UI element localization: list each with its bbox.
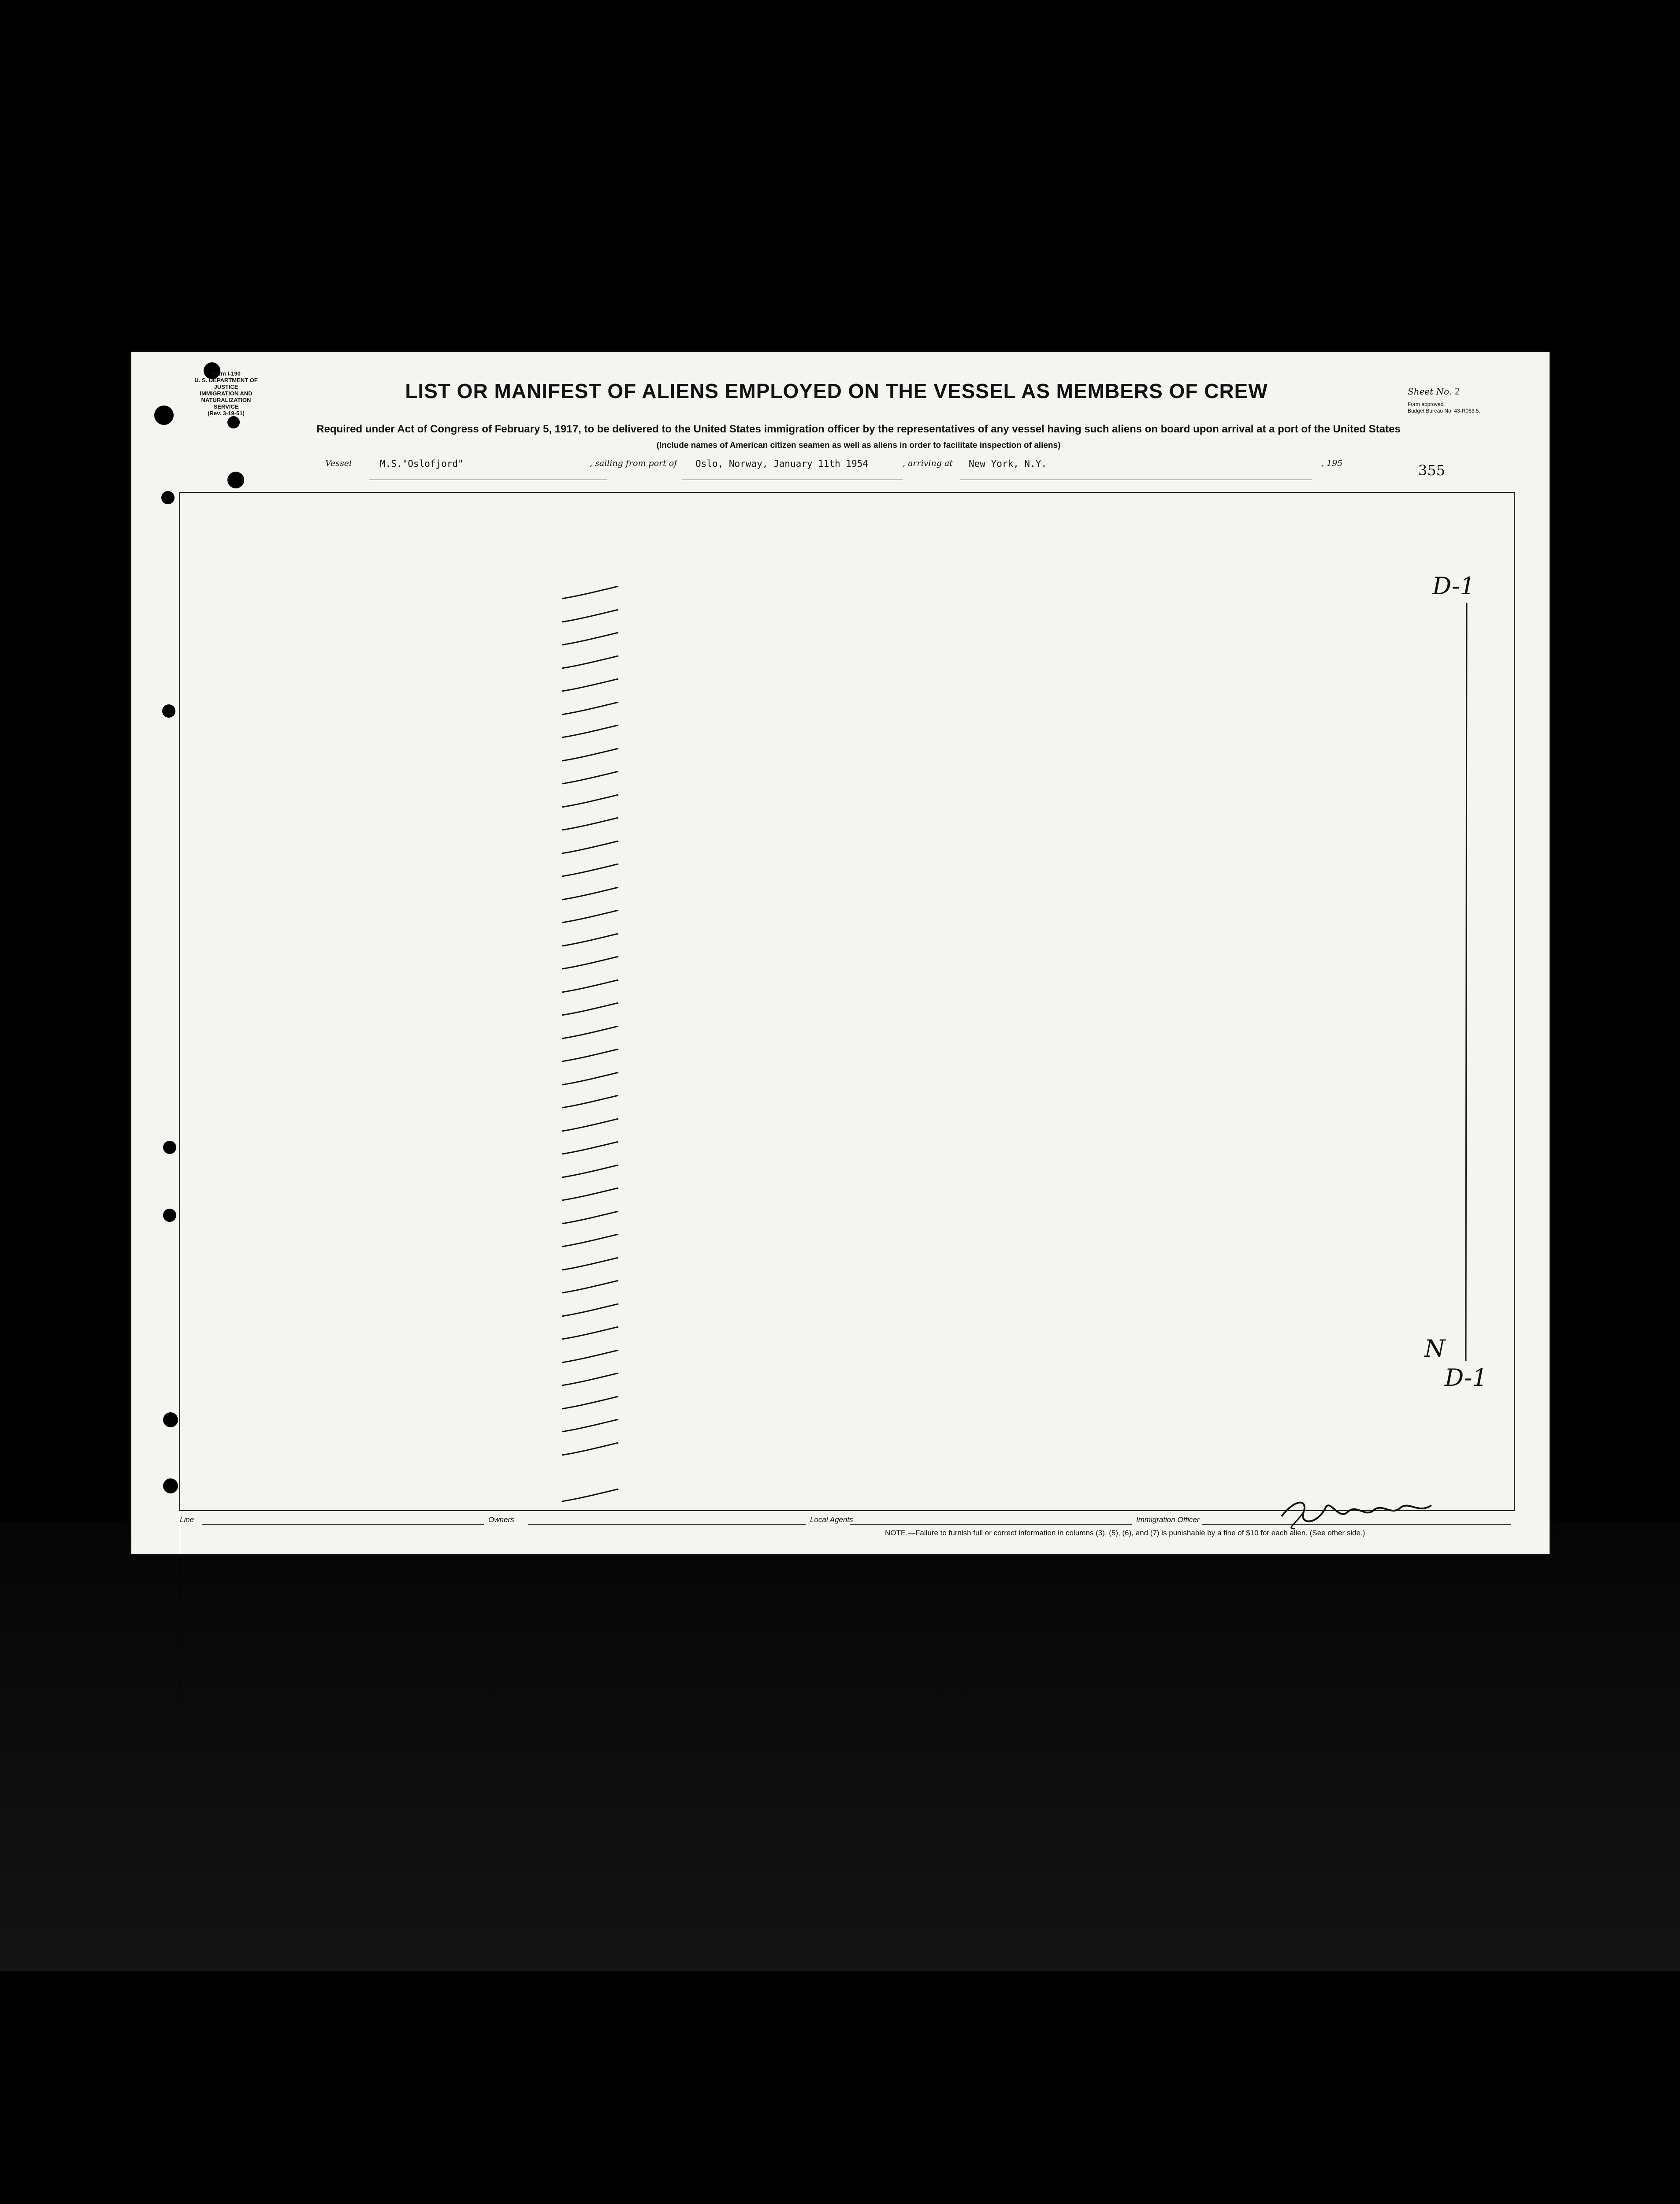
service-strike-mark [561, 956, 623, 973]
punch-hole [162, 704, 175, 718]
sheet-number [1408, 386, 1460, 397]
punch-hole [161, 491, 175, 504]
service-strike-mark [561, 886, 623, 904]
service-strike-mark [561, 1280, 623, 1297]
service-strike-mark [561, 701, 623, 719]
punch-hole [163, 1478, 178, 1493]
service-strike-mark [561, 609, 623, 626]
service-strike-mark [561, 1326, 623, 1344]
officer-signature [1277, 1494, 1445, 1530]
service-strike-mark [561, 1210, 623, 1228]
service-strike-mark [561, 585, 623, 603]
punch-hole [163, 1141, 176, 1154]
year-label: , 195 [1321, 458, 1343, 468]
service-strike-mark [561, 1372, 623, 1390]
table-rows [180, 493, 1514, 1510]
vessel-label: Vessel [325, 458, 352, 468]
footer-underline [202, 1524, 484, 1525]
service-strike-mark [561, 794, 623, 812]
penalty-note: NOTE.—Failure to furnish full or correct information in columns (3), (5), (6), and (7) is punishable by a fine of $10 for each alien. (See other side.) [885, 1529, 1365, 1537]
punch-hole [163, 1412, 178, 1427]
service-strike-mark [561, 1349, 623, 1367]
form-approval: Form approved. Budget Bureau No. 43-R063.5. [1408, 401, 1480, 414]
service-strike-mark [561, 1396, 623, 1413]
vessel-name: M.S."Oslofjord" [380, 458, 464, 469]
service-strike-mark [561, 678, 623, 696]
service-strike-mark [561, 632, 623, 649]
sailing-from: Oslo, Norway, January 11th 1954 [695, 458, 868, 469]
page-title: LIST OR MANIFEST OF ALIENS EMPLOYED ON THE VESSEL AS MEMBERS OF CREW [405, 380, 1268, 402]
punch-hole [154, 406, 174, 425]
service-strike-mark [561, 724, 623, 742]
footer-agents-label: Local Agents [810, 1515, 853, 1524]
column-divider [180, 1510, 1514, 2204]
service-strike-mark [561, 1233, 623, 1251]
crew-manifest-sheet [131, 352, 1550, 1554]
form-identifier: Form I-190 U. S. DEPARTMENT OF JUSTICE IMMIGRATION AND NATURALIZATION SERVICE (Rev. 3-19-51) [194, 370, 258, 417]
punch-hole [163, 1209, 176, 1222]
service-strike-mark [561, 1118, 623, 1136]
inspector-action-1: D-1 [1432, 572, 1475, 600]
footer-line-label: Line [180, 1515, 194, 1524]
subtitle-note: (Include names of American citizen seamen as well as aliens in order to facilitate inspection of aliens) [656, 441, 1061, 450]
service-strike-mark [561, 1095, 623, 1112]
service-strike-mark [561, 1072, 623, 1089]
footer-owners-label: Owners [488, 1515, 514, 1524]
service-strike-mark [561, 1141, 623, 1158]
service-strike-mark [561, 1048, 623, 1066]
service-strike-mark [561, 1442, 623, 1459]
service-strike-mark [561, 979, 623, 997]
footer-underline [850, 1524, 1132, 1525]
inspector-action-n: N [1424, 1335, 1446, 1363]
footer-officer-label: Immigration Officer [1136, 1515, 1200, 1524]
punch-hole [227, 472, 244, 488]
service-strike-mark [561, 771, 623, 788]
manifest-table [179, 492, 1515, 1511]
service-strike-mark [561, 748, 623, 765]
service-strike-mark [561, 909, 623, 927]
inspector-bracket [1463, 603, 1476, 1361]
service-strike-mark [561, 1187, 623, 1205]
subtitle: Required under Act of Congress of February 5, 1917, to be delivered to the United States immigration officer by the representatives of any vessel having such aliens on board upon arrival at a port of the United States [316, 423, 1401, 435]
sailing-label: , sailing from port of [590, 458, 677, 468]
arriving-label: , arriving at [903, 458, 953, 468]
punch-hole [227, 416, 240, 428]
inspector-action-2: D-1 [1445, 1364, 1487, 1392]
arriving-port: New York, N.Y. [969, 458, 1047, 469]
sheet-label: Sheet No. [1408, 386, 1452, 397]
service-strike-mark [561, 1303, 623, 1321]
service-strike-mark [561, 863, 623, 881]
service-strike-mark [561, 1418, 623, 1436]
footer-underline [528, 1524, 806, 1525]
sheet-number-value: 2 [1454, 386, 1460, 397]
service-strike-mark [561, 933, 623, 950]
service-strike-mark [561, 1164, 623, 1182]
service-strike-mark [561, 655, 623, 673]
service-strike-mark [561, 1025, 623, 1043]
service-strike-mark [561, 1257, 623, 1274]
service-strike-mark [561, 1002, 623, 1020]
service-strike-mark [561, 840, 623, 858]
service-strike-mark [561, 1488, 623, 1506]
page-stamp-number: 355 [1418, 462, 1446, 479]
service-strike-mark [561, 817, 623, 834]
